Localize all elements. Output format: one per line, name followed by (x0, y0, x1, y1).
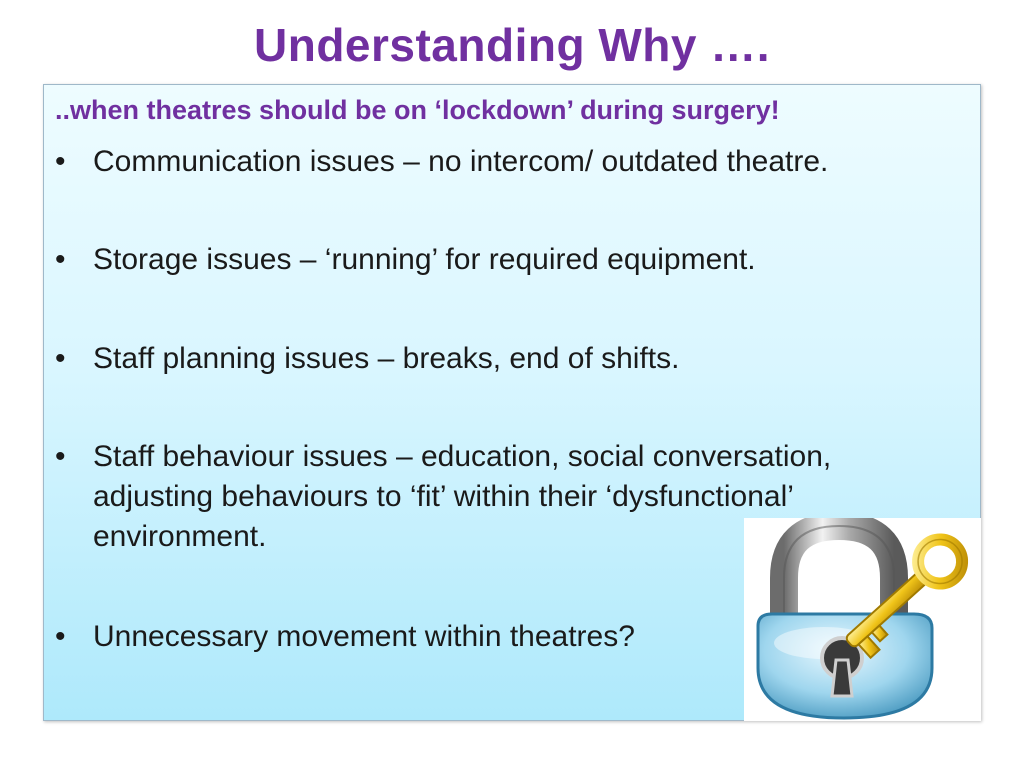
bullet-text: Storage issues – ‘running’ for required equipment. (93, 243, 756, 276)
bullet-marker: • (55, 342, 66, 375)
bullet-marker: • (55, 145, 66, 178)
bullet-text: Communication issues – no intercom/ outdated theatre. (93, 145, 829, 178)
bullet-marker: • (55, 440, 66, 473)
bullet-item (55, 142, 953, 182)
bullet-text: Staff planning issues – breaks, end of shifts. (93, 342, 680, 375)
slide-title: Understanding Why …. (254, 19, 770, 71)
lock-image (744, 518, 981, 721)
bullet-text: Staff behaviour issues – education, social conversation, adjusting behaviours to ‘fit’ within their ‘dysfunctional’ environment. (93, 440, 832, 553)
slide-subtitle: ..when theatres should be on ‘lockdown’ during surgery! (55, 95, 780, 125)
padlock-with-key-icon (744, 518, 981, 721)
bullet-item (55, 339, 953, 379)
bullet-marker: • (55, 620, 66, 653)
bullet-marker: • (55, 243, 66, 276)
bullet-text: Unnecessary movement within theatres? (93, 620, 635, 653)
bullet-item (55, 240, 953, 280)
